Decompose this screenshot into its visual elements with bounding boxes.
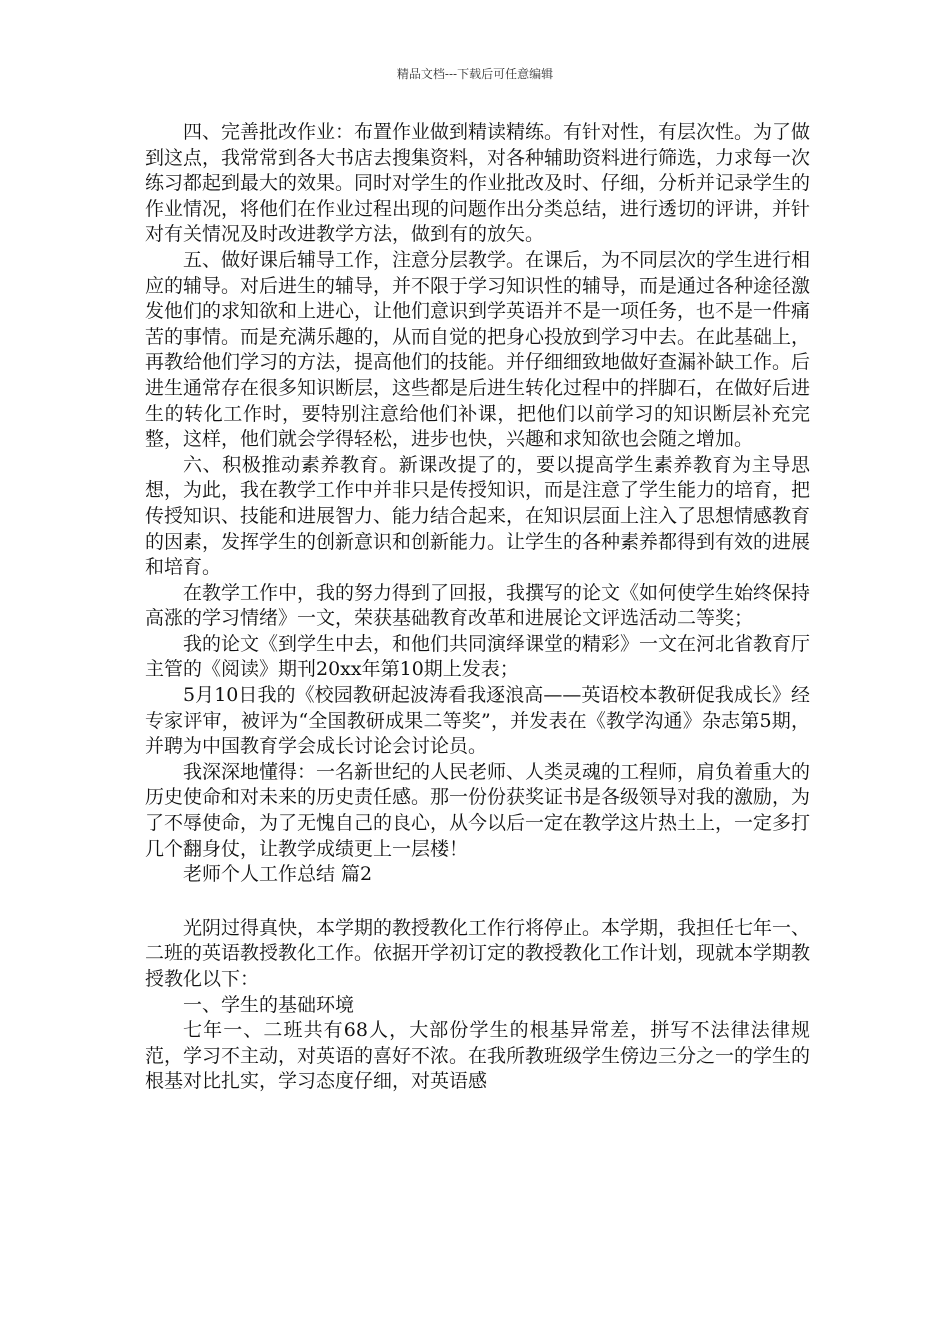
paragraph-conclusion: 我深深地懂得：一名新世纪的人民老师、人类灵魂的工程师，肩负着重大的历史使命和对未来的历史责任感。那一份份获奖证书是各级领导对我的激励，为了不辱使命，为了无愧自己的良心，从今以后一定在教学这片热土上，一定多打几个翻身仗，让教学成绩更上一层楼！ bbox=[145, 760, 811, 860]
paragraph-intro: 光阴过得真快，本学期的教授教化工作行将停止。本学期，我担任七年一、二班的英语教授教化工作。依据开学初订定的教授教化工作计划，现就本学期教授教化以下： bbox=[145, 916, 811, 990]
paragraph-tutoring: 五、做好课后辅导工作，注意分层教学。在课后，为不同层次的学生进行相应的辅导。对后进生的辅导，并不限于学习知识性的辅导，而是通过各种途径激发他们的求知欲和上进心，让他们意识到学英语并不是一项任务，也不是一件痛苦的事情。而是充满乐趣的，从而自觉的把身心投放到学习中去。在此基础上，再教给他们学习的方法，提高他们的技能。并仔细细致地做好查漏补缺工作。后进生通常存在很多知识断层，这些都是后进生转化过程中的拌脚石，在做好后进生的转化工作时，要特别注意给他们补课，把他们以前学习的知识断层补充完整，这样，他们就会学得轻松，进步也快，兴趣和求知欲也会随之增加。 bbox=[145, 248, 811, 451]
page-header: 精品文档---下载后可任意编辑 bbox=[396, 67, 554, 81]
paragraph-award-paper: 在教学工作中，我的努力得到了回报，我撰写的论文《如何使学生始终保持高涨的学习情绪》一文，荣获基础教育改革和进展论文评选活动二等奖； bbox=[145, 581, 811, 630]
paragraph-research-award: 5月10日我的《校园教研起波涛看我逐浪高——英语校本教研促我成长》经专家评审，被评为“全国教研成果二等奖”，并发表在《教学沟通》杂志第5期，并聘为中国教育学会成长讨论会讨论员。 bbox=[145, 684, 810, 758]
paragraph-published-paper: 我的论文《到学生中去，和他们共同演绎课堂的精彩》一文在河北省教育厅主管的《阅读》期刊20xx年第10期上发表； bbox=[145, 632, 811, 681]
paragraph-homework: 四、完善批改作业：布置作业做到精读精练。有针对性，有层次性。为了做到这点，我常常到各大书店去搜集资料，对各种辅助资料进行筛选，力求每一次练习都起到最大的效果。同时对学生的作业批改及时、仔细，分析并记录学生的作业情况，将他们在作业过程出现的问题作出分类总结，进行透切的评讲，并针对有关情况及时改进教学方法，做到有的放矢。 bbox=[145, 121, 811, 246]
document-body bbox=[145, 120, 810, 1095]
paragraph-quality-education: 六、积极推动素养教育。新课改提了的，要以提高学生素养教育为主导思想，为此，我在教学工作中并非只是传授知识，而是注意了学生能力的培育，把传授知识、技能和进展智力、能力结合起来，在知识层面上注入了思想情感教育的因素，发挥学生的创新意识和创新能力。让学生的各种素养都得到有效的进展和培育。 bbox=[145, 453, 811, 579]
section-gap bbox=[145, 888, 810, 916]
paragraph-student-basics: 七年一、二班共有68人，大部份学生的根基异常差，拼写不法律法律规范，学习不主动，对英语的喜好不浓。在我所教班级学生傍边三分之一的学生的根基对比扎实，学习态度仔细，对英语感 bbox=[145, 1019, 811, 1093]
subheading-student-basics: 一、学生的基础环境 bbox=[183, 993, 355, 1016]
section-title: 老师个人工作总结 篇2 bbox=[183, 863, 373, 886]
